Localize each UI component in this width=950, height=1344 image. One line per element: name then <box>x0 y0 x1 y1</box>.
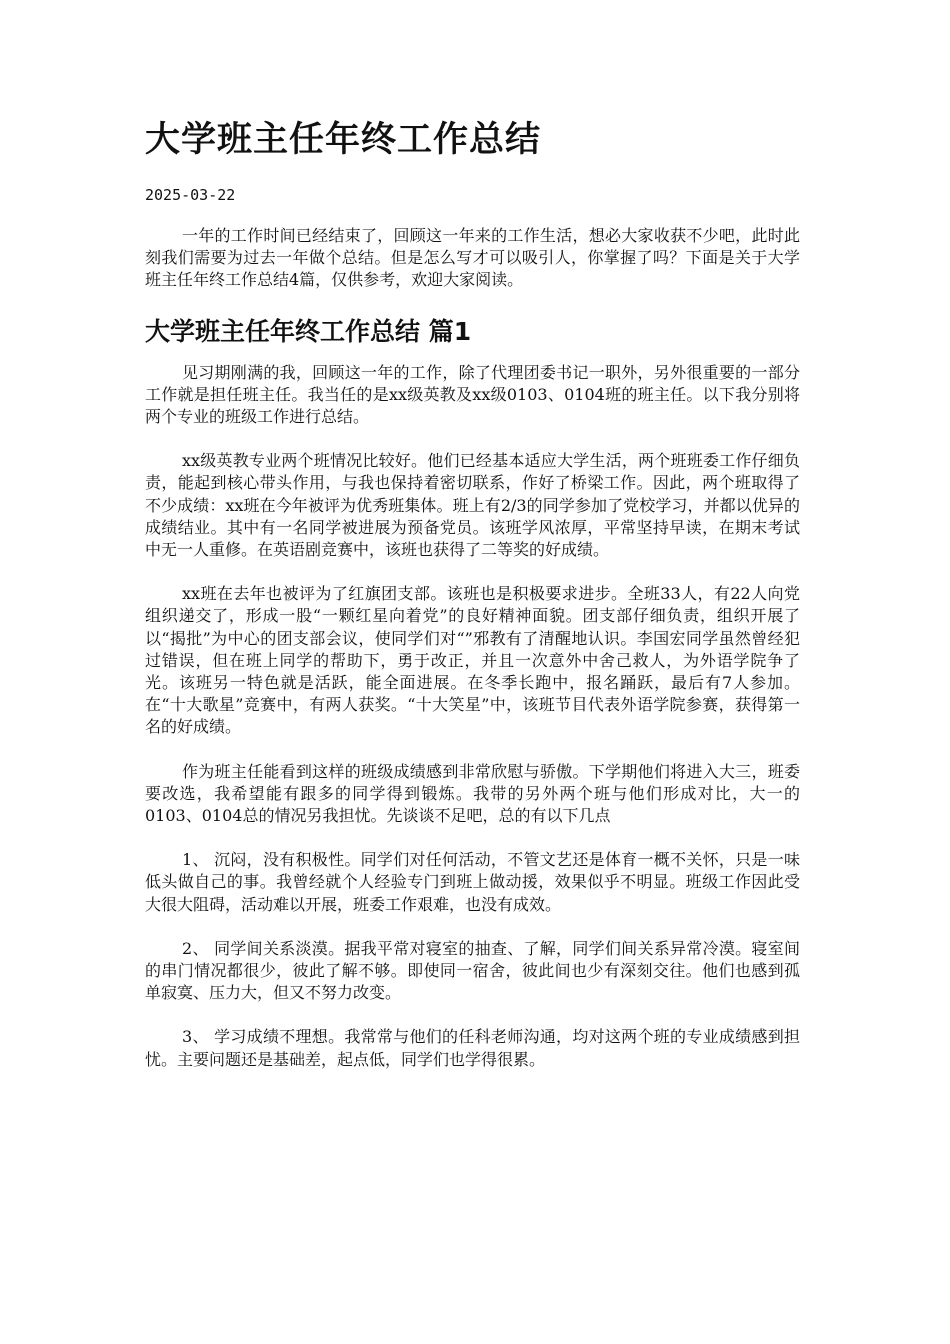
list-item-paragraph: 3、 学习成绩不理想。我常常与他们的任科老师沟通，均对这两个班的专业成绩感到担忧。主要问题还是基础差，起点低，同学们也学得很累。 <box>145 1027 800 1069</box>
body-paragraph: 作为班主任能看到这样的班级成绩感到非常欣慰与骄傲。下学期他们将进入大三，班委要改选，我希望能有跟多的同学得到锻炼。我带的另外两个班与他们形成对比，大一的0103、0104总的情况另我担忧。先谈谈不足吧，总的有以下几点 <box>145 761 800 826</box>
document-date: 2025-03-22 <box>145 186 236 204</box>
intro-paragraph: 一年的工作时间已经结束了，回顾这一年来的工作生活，想必大家收获不少吧，此时此刻我们需要为过去一年做个总结。但是怎么写才可以吸引人，你掌握了吗？下面是关于大学班主任年终工作总结4篇，仅供参考，欢迎大家阅读。 <box>145 226 800 290</box>
section-body <box>145 362 800 1071</box>
document-page <box>145 112 800 1071</box>
body-paragraph: 见习期刚满的我，回顾这一年的工作，除了代理团委书记一职外，另外很重要的一部分工作就是担任班主任。我当任的是xx级英教及xx级0103、0104班的班主任。以下我分别将两个专业的班级工作进行总结。 <box>145 362 800 427</box>
body-paragraph: xx级英教专业两个班情况比较好。他们已经基本适应大学生活，两个班班委工作仔细负责，能起到核心带头作用，与我也保持着密切联系，作好了桥梁工作。因此，两个班取得了不少成绩：xx班在今年被评为优秀班集体。班上有2/3的同学参加了党校学习，并都以优异的成绩结业。其中有一名同学被进展为预备党员。该班学风浓厚，平常坚持早读，在期末考试中无一人重修。在英语剧竞赛中，该班也获得了二等奖的好成绩。 <box>145 451 800 560</box>
section-heading: 大学班主任年终工作总结 篇1 <box>145 316 472 346</box>
document-title: 大学班主任年终工作总结 <box>145 120 542 160</box>
body-paragraph: xx班在去年也被评为了红旗团支部。该班也是积极要求进步。全班33人，有22人向党组织递交了，形成一股“一颗红星向着党”的良好精神面貌。团支部仔细负责，组织开展了以“揭批”为中心的团支部会议，使同学们对“”邪教有了清醒地认识。李国宏同学虽然曾经犯过错误，但在班上同学的帮助下，勇于改正，并且一次意外中舍己救人，为外语学院争了光。该班另一特色就是活跃，能全面进展。在冬季长跑中，报名踊跃，最后有7人参加。在“十大歌星”竞赛中，有两人获奖。“十大笑星”中，该班节目代表外语学院参赛，获得第一名的好成绩。 <box>145 584 800 737</box>
list-item-paragraph: 1、 沉闷，没有积极性。同学们对任何活动，不管文艺还是体育一概不关怀，只是一味低头做自己的事。我曾经就个人经验专门到班上做动援，效果似乎不明显。班级工作因此受大很大阻碍，活动难以开展，班委工作艰难，也没有成效。 <box>145 850 800 914</box>
list-item-paragraph: 2、 同学间关系淡漠。据我平常对寝室的抽查、了解，同学们间关系异常冷漠。寝室间的串门情况都很少，彼此了解不够。即使同一宿舍，彼此间也少有深刻交往。他们也感到孤单寂寞、压力大，但又不努力改变。 <box>145 938 800 1003</box>
